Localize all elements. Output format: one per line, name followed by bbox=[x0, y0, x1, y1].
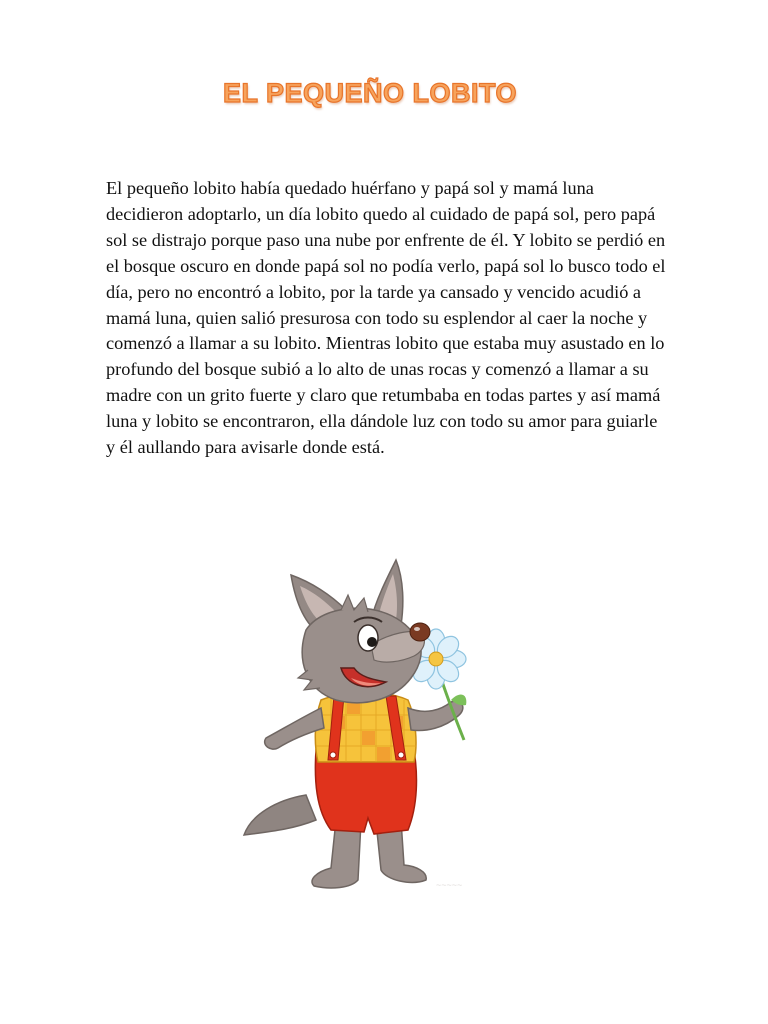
cartoon-wolf-with-flower-icon bbox=[236, 550, 526, 900]
wolf-nose bbox=[410, 623, 430, 641]
document-title: EL PEQUEÑO LOBITO bbox=[222, 78, 518, 108]
image-watermark: ~~~~~ bbox=[436, 880, 463, 890]
wolf-tail bbox=[244, 795, 316, 835]
story-paragraph: El pequeño lobito había quedado huérfano y papá sol y mamá luna decidieron adoptarlo, un día lobito quedo al cuidado de papá sol, pero papá sol se distrajo porque paso una nube por enfrente de él. Y lobito se perdió en el bosque oscuro en donde papá sol no podía verlo, papá sol lo busco todo el día, pero no encontró a lobito, por la tarde ya cansado y vencido acudió a mamá luna, quien salió presurosa con todo su esplendor al caer la noche y comenzó a llamar a su lobito. Mientras lobito que estaba muy asustado en lo profundo del bosque subió a lo alto de unas rocas y comenzó a llamar a su madre con un grito fuerte y claro que retumbaba en todas partes y así mamá luna y lobito se encontraron, ella dándole luz con todo su amor para guiarle y él aullando para avisarle donde está. bbox=[106, 178, 666, 458]
